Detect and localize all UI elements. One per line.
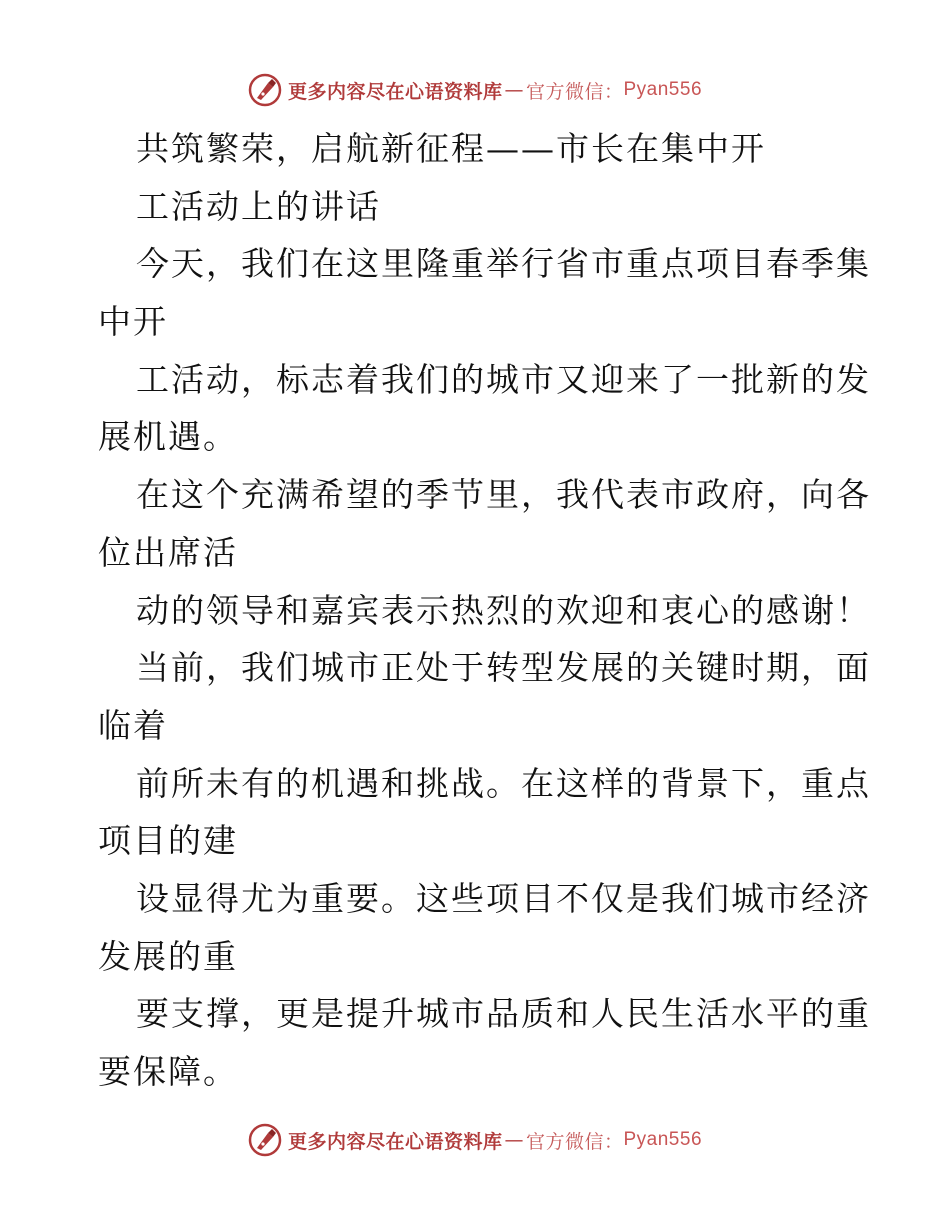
pen-nib-logo-icon <box>248 1123 282 1157</box>
paragraph-line: 项目的建 <box>98 821 238 861</box>
paragraph-line: 发展的重 <box>98 936 238 976</box>
paragraph-line: 在这个充满希望的季节里，我代表市政府，向各 <box>136 475 871 515</box>
footer-wechat-id: Pyan556 <box>623 1129 703 1150</box>
paragraph-line: 前所未有的机遇和挑战。在这样的背景下，重点 <box>136 763 871 803</box>
header-wechat-label: 官方微信： <box>525 80 624 103</box>
header-brand-text: 更多内容尽在心语资料库 <box>287 80 503 103</box>
paragraph-line: 今天，我们在这里隆重举行省市重点项目春季集 <box>136 244 871 284</box>
paragraph-line: 展机遇。 <box>98 417 238 457</box>
footer-wechat-label: 官方微信： <box>525 1130 624 1153</box>
paragraph-line: 设显得尤为重要。这些项目不仅是我们城市经济 <box>136 878 871 918</box>
header-wechat-id: Pyan556 <box>623 79 703 100</box>
paragraph-line: 要保障。 <box>98 1052 238 1091</box>
footer-brand-text: 更多内容尽在心语资料库 <box>287 1130 503 1153</box>
pen-nib-logo-icon <box>248 73 282 107</box>
document-body <box>98 120 871 1101</box>
paragraph-line: 要支撑，更是提升城市品质和人民生活水平的重 <box>136 994 871 1034</box>
title-line: 共筑繁荣，启航新征程——市长在集中开 <box>136 129 766 168</box>
page-header-watermark <box>0 72 950 108</box>
paragraph-line: 临着 <box>98 705 168 745</box>
paragraph-line: 位出席活 <box>98 532 238 572</box>
paragraph-line: 当前，我们城市正处于转型发展的关键时期，面 <box>136 648 871 688</box>
paragraph-line: 工活动，标志着我们的城市又迎来了一批新的发 <box>136 359 871 399</box>
page-footer-watermark <box>0 1122 950 1158</box>
header-separator: — <box>504 79 524 101</box>
footer-separator: — <box>504 1129 524 1151</box>
paragraph-line: 中开 <box>98 302 168 342</box>
title-line: 工活动上的讲话 <box>136 186 381 226</box>
paragraph-line: 动的领导和嘉宾表示热烈的欢迎和衷心的感谢！ <box>136 590 871 630</box>
